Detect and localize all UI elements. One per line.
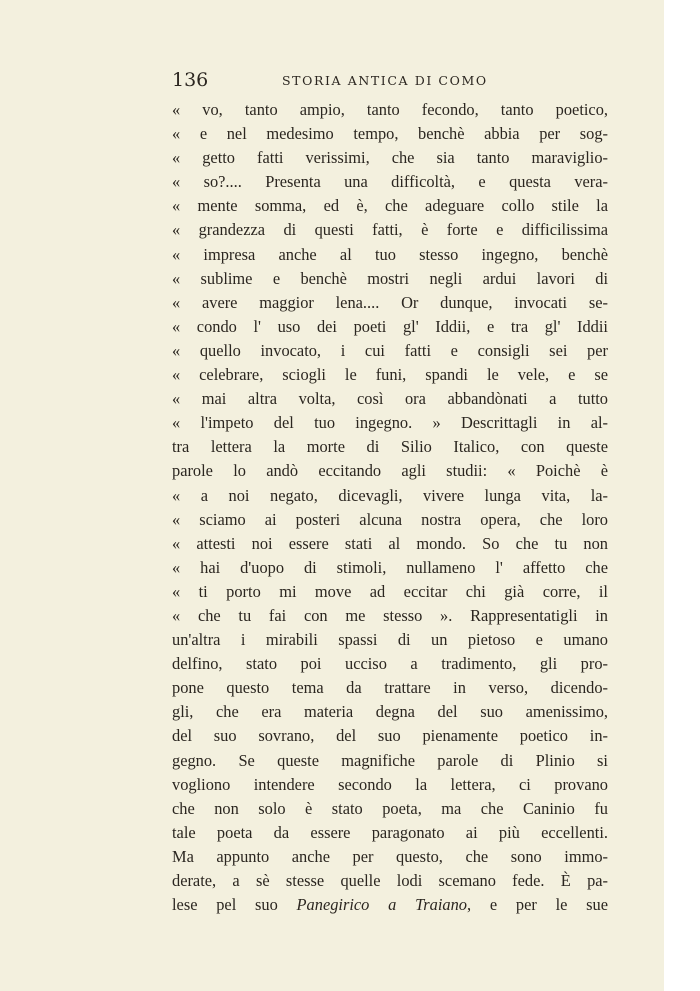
body-text (172, 98, 608, 917)
text-line-final (172, 893, 608, 917)
line-start-text: lese pel suo (172, 895, 297, 915)
text-line: pone questo tema da trattare in verso, dicendo- (172, 678, 608, 698)
text-line: « celebrare, sciogli le funi, spandi le vele, e se (172, 365, 608, 385)
text-line: « condo l' uso dei poeti gl' Iddii, e tra gl' Iddii (172, 316, 608, 336)
text-line: vogliono intendere secondo la lettera, ci provano (172, 774, 608, 794)
running-title: STORIA ANTICA DI COMO (282, 73, 488, 88)
text-line: « mai altra volta, così ora abbandònati a tutto (172, 389, 608, 409)
page-margin-band (664, 0, 700, 991)
text-line: che non solo è stato poeta, ma che Caninio fu (172, 798, 608, 818)
text-line: « ti porto mi move ad eccitar chi già corre, il (172, 581, 608, 601)
text-line: Ma appunto anche per questo, che sono immo- (172, 846, 608, 866)
text-line: « l'impeto del tuo ingegno. » Descrittagli in al- (172, 413, 608, 433)
line-end-text: , e per le sue (467, 895, 608, 915)
page-number: 136 (172, 69, 209, 91)
text-line: « vo, tanto ampio, tanto fecondo, tanto poetico, (172, 100, 608, 119)
text-line: « sublime e benchè mostri negli ardui lavori di (172, 268, 608, 288)
text-line: « so?.... Presenta una difficoltà, e questa vera- (172, 172, 608, 192)
text-line: « attesti noi essere stati al mondo. So che tu non (172, 533, 608, 553)
text-line: delfino, stato poi ucciso a tradimento, gli pro- (172, 654, 608, 674)
text-line: « e nel medesimo tempo, benchè abbia per sog- (172, 124, 608, 144)
text-line: gegno. Se queste magnifiche parole di Plinio si (172, 750, 608, 770)
text-line: del suo sovrano, del suo pienamente poetico in- (172, 726, 608, 746)
text-line: « quello invocato, i cui fatti e consigli sei per (172, 340, 608, 360)
page-header (172, 66, 608, 94)
text-line: « che tu fai con me stesso ». Rappresentatigli in (172, 605, 608, 625)
text-line: « impresa anche al tuo stesso ingegno, benchè (172, 244, 608, 264)
text-line: derate, a sè stesse quelle lodi scemano fede. È pa- (172, 871, 608, 890)
text-line: tale poeta da essere paragonato ai più eccellenti. (172, 822, 608, 842)
text-line: gli, che era materia degna del suo amenissimo, (172, 702, 608, 722)
text-line: « sciamo ai posteri alcuna nostra opera, che loro (172, 509, 608, 529)
text-line: tra lettera la morte di Silio Italico, con queste (172, 437, 608, 457)
text-line: un'altra i mirabili spassi di un pietoso e umano (172, 630, 608, 650)
text-line: « hai d'uopo di stimoli, nullameno l' affetto che (172, 557, 608, 577)
text-line: « getto fatti verissimi, che sia tanto maraviglio- (172, 148, 608, 168)
text-line: « mente somma, ed è, che adeguare collo stile la (172, 196, 608, 216)
text-line: « a noi negato, dicevagli, vivere lunga vita, la- (172, 485, 608, 505)
text-line: « avere maggior lena.... Or dunque, invocati se- (172, 292, 608, 312)
text-line: « grandezza di questi fatti, è forte e difficilissima (172, 220, 608, 240)
text-line: parole lo andò eccitando agli studii: « Poichè è (172, 461, 608, 481)
italic-title: Panegirico a Traiano (296, 895, 468, 915)
